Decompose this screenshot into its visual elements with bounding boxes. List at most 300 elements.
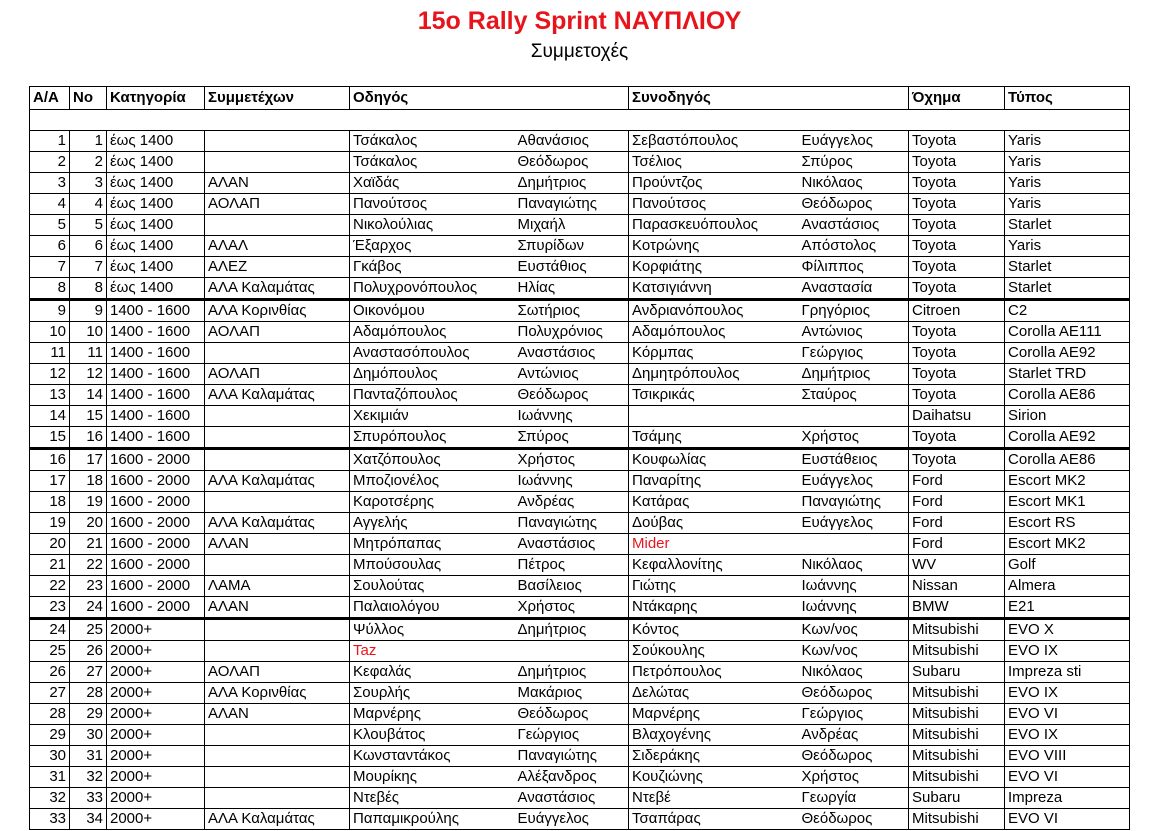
cell-codriver-name: Γεώργιος (799, 704, 909, 725)
cell-codriver-name: Γρηγόριος (799, 300, 909, 322)
cell-driver-surname: Ντεβές (350, 788, 515, 809)
cell-codriver-name: Θεόδωρος (799, 194, 909, 215)
cell-aa: 1 (30, 131, 70, 152)
cell-driver-name: Χρήστος (515, 449, 629, 471)
cell-driver-name: Δημήτριος (515, 173, 629, 194)
cell-codriver-name: Ιωάννης (799, 576, 909, 597)
cell-entrant (205, 427, 350, 449)
cell-no: 5 (70, 215, 107, 236)
cell-driver-surname: Μπούσουλας (350, 555, 515, 576)
cell-driver-surname: Κωνσταντάκος (350, 746, 515, 767)
cell-driver-name: Παναγιώτης (515, 746, 629, 767)
cell-aa: 31 (30, 767, 70, 788)
page-title: 15o Rally Sprint ΝΑΥΠΛΙΟΥ (417, 7, 742, 35)
cell-type: Escort MK1 (1005, 492, 1130, 513)
cell-category: 2000+ (107, 683, 205, 704)
cell-codriver-surname: Κορφιάτης (629, 257, 799, 278)
table-row (30, 257, 1130, 278)
cell-type: EVO IX (1005, 725, 1130, 746)
cell-driver-surname: Πανούτσος (350, 194, 515, 215)
cell-driver-surname: Κεφαλάς (350, 662, 515, 683)
cell-vehicle: Subaru (909, 662, 1005, 683)
cell-driver-name: Ευάγγελος (515, 809, 629, 830)
cell-codriver-surname: Πετρόπουλος (629, 662, 799, 683)
cell-driver-surname: Πανταζόπουλος (350, 385, 515, 406)
cell-vehicle: Toyota (909, 385, 1005, 406)
cell-category: 1600 - 2000 (107, 576, 205, 597)
cell-driver-name: Βασίλειος (515, 576, 629, 597)
cell-aa: 27 (30, 683, 70, 704)
cell-vehicle: BMW (909, 597, 1005, 619)
cell-codriver-name: Θεόδωρος (799, 683, 909, 704)
table-row (30, 704, 1130, 725)
table-row (30, 683, 1130, 704)
header-row (30, 87, 1130, 110)
cell-codriver-surname: Τσικρικάς (629, 385, 799, 406)
table-row (30, 492, 1130, 513)
cell-no: 17 (70, 449, 107, 471)
table-row (30, 471, 1130, 492)
cell-entrant: ΑΛΑΝ (205, 597, 350, 619)
cell-entrant: ΑΛΑΝ (205, 534, 350, 555)
cell-driver-name: Ιωάννης (515, 471, 629, 492)
table-row (30, 746, 1130, 767)
cell-codriver-name (799, 406, 909, 427)
cell-type: EVO VI (1005, 767, 1130, 788)
cell-entrant: ΑΛΑ Καλαμάτας (205, 278, 350, 300)
cell-entrant: ΑΛΑΛ (205, 236, 350, 257)
cell-category: έως 1400 (107, 131, 205, 152)
cell-aa: 22 (30, 576, 70, 597)
table-row (30, 236, 1130, 257)
cell-category: 1400 - 1600 (107, 343, 205, 364)
cell-codriver-surname: Τσέλιος (629, 152, 799, 173)
cell-no: 16 (70, 427, 107, 449)
cell-aa: 33 (30, 809, 70, 830)
cell-type: Yaris (1005, 152, 1130, 173)
cell-codriver-surname: Ανδριανόπουλος (629, 300, 799, 322)
cell-driver-surname: Δημόπουλος (350, 364, 515, 385)
cell-codriver-surname: Βλαχογένης (629, 725, 799, 746)
cell-driver-name: Ιωάννης (515, 406, 629, 427)
table-row (30, 278, 1130, 300)
cell-codriver-name: Γεωργία (799, 788, 909, 809)
cell-codriver-surname: Γιώτης (629, 576, 799, 597)
cell-vehicle: Mitsubishi (909, 809, 1005, 830)
cell-entrant (205, 746, 350, 767)
cell-entrant: ΑΛΑ Καλαμάτας (205, 471, 350, 492)
cell-vehicle: Mitsubishi (909, 746, 1005, 767)
cell-entrant: ΑΟΛΑΠ (205, 364, 350, 385)
cell-category: 2000+ (107, 641, 205, 662)
cell-codriver-name: Σπύρος (799, 152, 909, 173)
cell-entrant: ΑΛΑ Καλαμάτας (205, 809, 350, 830)
cell-category: 1600 - 2000 (107, 449, 205, 471)
cell-codriver-name: Αντώνιος (799, 322, 909, 343)
cell-vehicle: Toyota (909, 449, 1005, 471)
cell-aa: 4 (30, 194, 70, 215)
cell-category: 1600 - 2000 (107, 513, 205, 534)
cell-driver-surname: Τσάκαλος (350, 131, 515, 152)
cell-type: Starlet (1005, 278, 1130, 300)
cell-vehicle: Ford (909, 471, 1005, 492)
table-row (30, 725, 1130, 746)
cell-entrant (205, 406, 350, 427)
cell-aa: 18 (30, 492, 70, 513)
cell-no: 2 (70, 152, 107, 173)
cell-codriver-surname (629, 406, 799, 427)
cell-vehicle: Toyota (909, 257, 1005, 278)
cell-no: 4 (70, 194, 107, 215)
cell-vehicle: Toyota (909, 322, 1005, 343)
cell-entrant: ΑΟΛΑΠ (205, 194, 350, 215)
table-row (30, 555, 1130, 576)
cell-type: Starlet TRD (1005, 364, 1130, 385)
cell-codriver-surname: Σεβαστόπουλος (629, 131, 799, 152)
cell-driver-surname: Taz (350, 641, 515, 662)
entries-body (30, 110, 1130, 830)
cell-category: 1400 - 1600 (107, 406, 205, 427)
cell-category: έως 1400 (107, 257, 205, 278)
cell-codriver-surname: Κοτρώνης (629, 236, 799, 257)
cell-codriver-surname: Κουζιώνης (629, 767, 799, 788)
cell-aa: 8 (30, 278, 70, 300)
cell-aa: 7 (30, 257, 70, 278)
cell-no: 30 (70, 725, 107, 746)
cell-codriver-surname: Κόρμπας (629, 343, 799, 364)
cell-no: 19 (70, 492, 107, 513)
cell-vehicle: Toyota (909, 215, 1005, 236)
cell-driver-surname: Κλουβάτος (350, 725, 515, 746)
cell-vehicle: Mitsubishi (909, 641, 1005, 662)
cell-entrant: ΑΛΑ Καλαμάτας (205, 385, 350, 406)
cell-codriver-surname: Κατσιγιάννη (629, 278, 799, 300)
cell-entrant: ΑΛΕΖ (205, 257, 350, 278)
table-row (30, 662, 1130, 683)
page-subtitle: Συμμετοχές (530, 41, 629, 62)
cell-vehicle: Toyota (909, 427, 1005, 449)
cell-category: 2000+ (107, 619, 205, 641)
cell-aa: 12 (30, 364, 70, 385)
cell-entrant (205, 131, 350, 152)
table-row (30, 809, 1130, 830)
cell-codriver-name: Θεόδωρος (799, 809, 909, 830)
cell-driver-surname: Αγγελής (350, 513, 515, 534)
cell-codriver-name: Ευάγγελος (799, 131, 909, 152)
cell-codriver-name: Ανδρέας (799, 725, 909, 746)
cell-category: 1400 - 1600 (107, 300, 205, 322)
cell-vehicle: Nissan (909, 576, 1005, 597)
cell-codriver-surname: Τσαπάρας (629, 809, 799, 830)
cell-type: Sirion (1005, 406, 1130, 427)
cell-aa: 11 (30, 343, 70, 364)
table-row (30, 597, 1130, 619)
cell-codriver-name: Αναστάσιος (799, 215, 909, 236)
table-row (30, 364, 1130, 385)
cell-no: 20 (70, 513, 107, 534)
cell-category: 2000+ (107, 746, 205, 767)
header-vehicle: Όχημα (909, 87, 1005, 110)
cell-entrant: ΑΛΑ Κορινθίας (205, 300, 350, 322)
cell-codriver-surname: Σιδεράκης (629, 746, 799, 767)
header-entrant: Συμμετέχων (205, 87, 350, 110)
cell-no: 1 (70, 131, 107, 152)
cell-type: Impreza sti (1005, 662, 1130, 683)
cell-type: Escort MK2 (1005, 471, 1130, 492)
cell-codriver-surname: Κεφαλλονίτης (629, 555, 799, 576)
cell-aa: 25 (30, 641, 70, 662)
cell-aa: 30 (30, 746, 70, 767)
cell-codriver-name: Νικόλαος (799, 555, 909, 576)
table-row (30, 173, 1130, 194)
header-category: Κατηγορία (107, 87, 205, 110)
spacer-row (30, 110, 1130, 131)
cell-codriver-surname: Ντεβέ (629, 788, 799, 809)
cell-vehicle: Toyota (909, 278, 1005, 300)
cell-type: Escort MK2 (1005, 534, 1130, 555)
cell-aa: 3 (30, 173, 70, 194)
cell-no: 15 (70, 406, 107, 427)
cell-entrant (205, 767, 350, 788)
cell-vehicle: Toyota (909, 194, 1005, 215)
cell-category: 1400 - 1600 (107, 322, 205, 343)
cell-driver-surname: Σουρλής (350, 683, 515, 704)
cell-driver-name: Ηλίας (515, 278, 629, 300)
cell-aa: 9 (30, 300, 70, 322)
cell-vehicle: Mitsubishi (909, 683, 1005, 704)
table-row (30, 513, 1130, 534)
cell-codriver-name: Απόστολος (799, 236, 909, 257)
cell-codriver-surname: Αδαμόπουλος (629, 322, 799, 343)
cell-codriver-name: Κων/νος (799, 619, 909, 641)
cell-aa: 6 (30, 236, 70, 257)
cell-driver-name: Δημήτριος (515, 619, 629, 641)
cell-category: 2000+ (107, 662, 205, 683)
cell-category: έως 1400 (107, 173, 205, 194)
cell-category: 1600 - 2000 (107, 492, 205, 513)
cell-aa: 2 (30, 152, 70, 173)
cell-vehicle: Toyota (909, 236, 1005, 257)
cell-category: 2000+ (107, 809, 205, 830)
cell-driver-name: Παναγιώτης (515, 513, 629, 534)
cell-no: 27 (70, 662, 107, 683)
cell-codriver-name: Ευστάθειος (799, 449, 909, 471)
cell-codriver-surname: Τσάμης (629, 427, 799, 449)
cell-no: 21 (70, 534, 107, 555)
cell-aa: 17 (30, 471, 70, 492)
cell-driver-name: Μακάριος (515, 683, 629, 704)
cell-no: 22 (70, 555, 107, 576)
header-no: Νο (70, 87, 107, 110)
cell-codriver-name: Φίλιππος (799, 257, 909, 278)
cell-no: 3 (70, 173, 107, 194)
cell-no: 34 (70, 809, 107, 830)
cell-codriver-name: Ευάγγελος (799, 471, 909, 492)
cell-vehicle: Ford (909, 492, 1005, 513)
cell-entrant: ΛΑΜΑ (205, 576, 350, 597)
table-row (30, 619, 1130, 641)
cell-driver-name: Θεόδωρος (515, 385, 629, 406)
table-row (30, 449, 1130, 471)
cell-driver-surname: Παλαιολόγου (350, 597, 515, 619)
cell-codriver-name: Σταύρος (799, 385, 909, 406)
cell-type: Escort RS (1005, 513, 1130, 534)
cell-driver-name: Πέτρος (515, 555, 629, 576)
cell-entrant (205, 725, 350, 746)
cell-no: 23 (70, 576, 107, 597)
cell-codriver-surname: Δούβας (629, 513, 799, 534)
cell-codriver-surname: Σούκουλης (629, 641, 799, 662)
cell-codriver-surname: Προύντζος (629, 173, 799, 194)
cell-driver-name: Ευστάθιος (515, 257, 629, 278)
cell-driver-name: Δημήτριος (515, 662, 629, 683)
cell-vehicle: Toyota (909, 152, 1005, 173)
table-row (30, 406, 1130, 427)
cell-codriver-surname: Κουφωλίας (629, 449, 799, 471)
cell-codriver-surname: Mider (629, 534, 799, 555)
cell-driver-name: Μιχαήλ (515, 215, 629, 236)
cell-vehicle: Daihatsu (909, 406, 1005, 427)
cell-no: 24 (70, 597, 107, 619)
header-driver: Οδηγός (350, 87, 629, 110)
table-row (30, 300, 1130, 322)
cell-codriver-name: Παναγιώτης (799, 492, 909, 513)
cell-vehicle: Toyota (909, 131, 1005, 152)
cell-category: 1600 - 2000 (107, 597, 205, 619)
cell-codriver-surname: Παναρίτης (629, 471, 799, 492)
cell-type: EVO X (1005, 619, 1130, 641)
cell-type: EVO VI (1005, 704, 1130, 725)
cell-driver-name: Αναστάσιος (515, 343, 629, 364)
cell-no: 14 (70, 385, 107, 406)
cell-category: έως 1400 (107, 215, 205, 236)
cell-codriver-surname: Παρασκευόπουλος (629, 215, 799, 236)
cell-driver-name: Παναγιώτης (515, 194, 629, 215)
cell-codriver-name: Κων/νος (799, 641, 909, 662)
cell-category: 2000+ (107, 767, 205, 788)
cell-codriver-surname: Κατάρας (629, 492, 799, 513)
cell-aa: 15 (30, 427, 70, 449)
cell-vehicle: Toyota (909, 173, 1005, 194)
cell-no: 11 (70, 343, 107, 364)
cell-driver-name: Χρήστος (515, 597, 629, 619)
cell-codriver-name: Χρήστος (799, 767, 909, 788)
cell-aa: 23 (30, 597, 70, 619)
cell-no: 32 (70, 767, 107, 788)
cell-driver-surname: Μαρνέρης (350, 704, 515, 725)
header-codriver: Συνοδηγός (629, 87, 909, 110)
cell-codriver-surname: Δημητρόπουλος (629, 364, 799, 385)
cell-driver-surname: Χεκιμιάν (350, 406, 515, 427)
cell-aa: 13 (30, 385, 70, 406)
cell-type: Corolla AE86 (1005, 449, 1130, 471)
cell-aa: 10 (30, 322, 70, 343)
cell-no: 28 (70, 683, 107, 704)
cell-entrant (205, 152, 350, 173)
cell-driver-surname: Μητρόπαπας (350, 534, 515, 555)
cell-type: E21 (1005, 597, 1130, 619)
cell-driver-surname: Ψύλλος (350, 619, 515, 641)
cell-type: Yaris (1005, 194, 1130, 215)
cell-no: 7 (70, 257, 107, 278)
cell-driver-name: Γεώργιος (515, 725, 629, 746)
cell-no: 6 (70, 236, 107, 257)
cell-aa: 19 (30, 513, 70, 534)
cell-entrant (205, 555, 350, 576)
cell-type: Starlet (1005, 215, 1130, 236)
cell-entrant (205, 343, 350, 364)
cell-driver-surname: Αδαμόπουλος (350, 322, 515, 343)
table-row (30, 427, 1130, 449)
cell-type: EVO IX (1005, 683, 1130, 704)
table-row (30, 131, 1130, 152)
cell-driver-name: Αναστάσιος (515, 534, 629, 555)
cell-no: 29 (70, 704, 107, 725)
cell-category: έως 1400 (107, 152, 205, 173)
cell-type: Starlet (1005, 257, 1130, 278)
cell-category: έως 1400 (107, 194, 205, 215)
cell-category: 1600 - 2000 (107, 534, 205, 555)
cell-driver-surname: Καροτσέρης (350, 492, 515, 513)
cell-type: EVO IX (1005, 641, 1130, 662)
cell-category: έως 1400 (107, 278, 205, 300)
cell-driver-surname: Σπυρόπουλος (350, 427, 515, 449)
cell-aa: 24 (30, 619, 70, 641)
cell-aa: 29 (30, 725, 70, 746)
cell-entrant (205, 492, 350, 513)
table-row (30, 576, 1130, 597)
cell-aa: 32 (30, 788, 70, 809)
cell-driver-surname: Αναστασόπουλος (350, 343, 515, 364)
cell-codriver-surname: Πανούτσος (629, 194, 799, 215)
cell-codriver-surname: Δελώτας (629, 683, 799, 704)
cell-vehicle: Citroen (909, 300, 1005, 322)
spacer-cell (30, 110, 1130, 131)
cell-driver-surname: Σουλούτας (350, 576, 515, 597)
cell-driver-surname: Χατζόπουλος (350, 449, 515, 471)
cell-driver-surname: Πολυχρονόπουλος (350, 278, 515, 300)
cell-vehicle: Ford (909, 534, 1005, 555)
cell-driver-surname: Τσάκαλος (350, 152, 515, 173)
cell-codriver-name: Ευάγγελος (799, 513, 909, 534)
cell-type: Corolla AE86 (1005, 385, 1130, 406)
cell-vehicle: Mitsubishi (909, 619, 1005, 641)
cell-entrant (205, 215, 350, 236)
cell-category: 1400 - 1600 (107, 427, 205, 449)
table-row (30, 194, 1130, 215)
cell-driver-surname: Γκάβος (350, 257, 515, 278)
cell-driver-name: Αλέξανδρος (515, 767, 629, 788)
cell-aa: 5 (30, 215, 70, 236)
cell-driver-surname: Μποζιονέλος (350, 471, 515, 492)
cell-codriver-name: Χρήστος (799, 427, 909, 449)
cell-codriver-surname: Ντάκαρης (629, 597, 799, 619)
cell-driver-surname: Χαϊδάς (350, 173, 515, 194)
cell-codriver-name: Γεώργιος (799, 343, 909, 364)
cell-type: Corolla AE92 (1005, 427, 1130, 449)
cell-category: 1600 - 2000 (107, 555, 205, 576)
cell-driver-name: Αθανάσιος (515, 131, 629, 152)
entries-table (29, 86, 1130, 830)
cell-entrant (205, 449, 350, 471)
cell-aa: 20 (30, 534, 70, 555)
table-row (30, 767, 1130, 788)
cell-no: 18 (70, 471, 107, 492)
cell-vehicle: Toyota (909, 364, 1005, 385)
cell-codriver-name: Δημήτριος (799, 364, 909, 385)
cell-no: 26 (70, 641, 107, 662)
cell-entrant: ΑΟΛΑΠ (205, 662, 350, 683)
